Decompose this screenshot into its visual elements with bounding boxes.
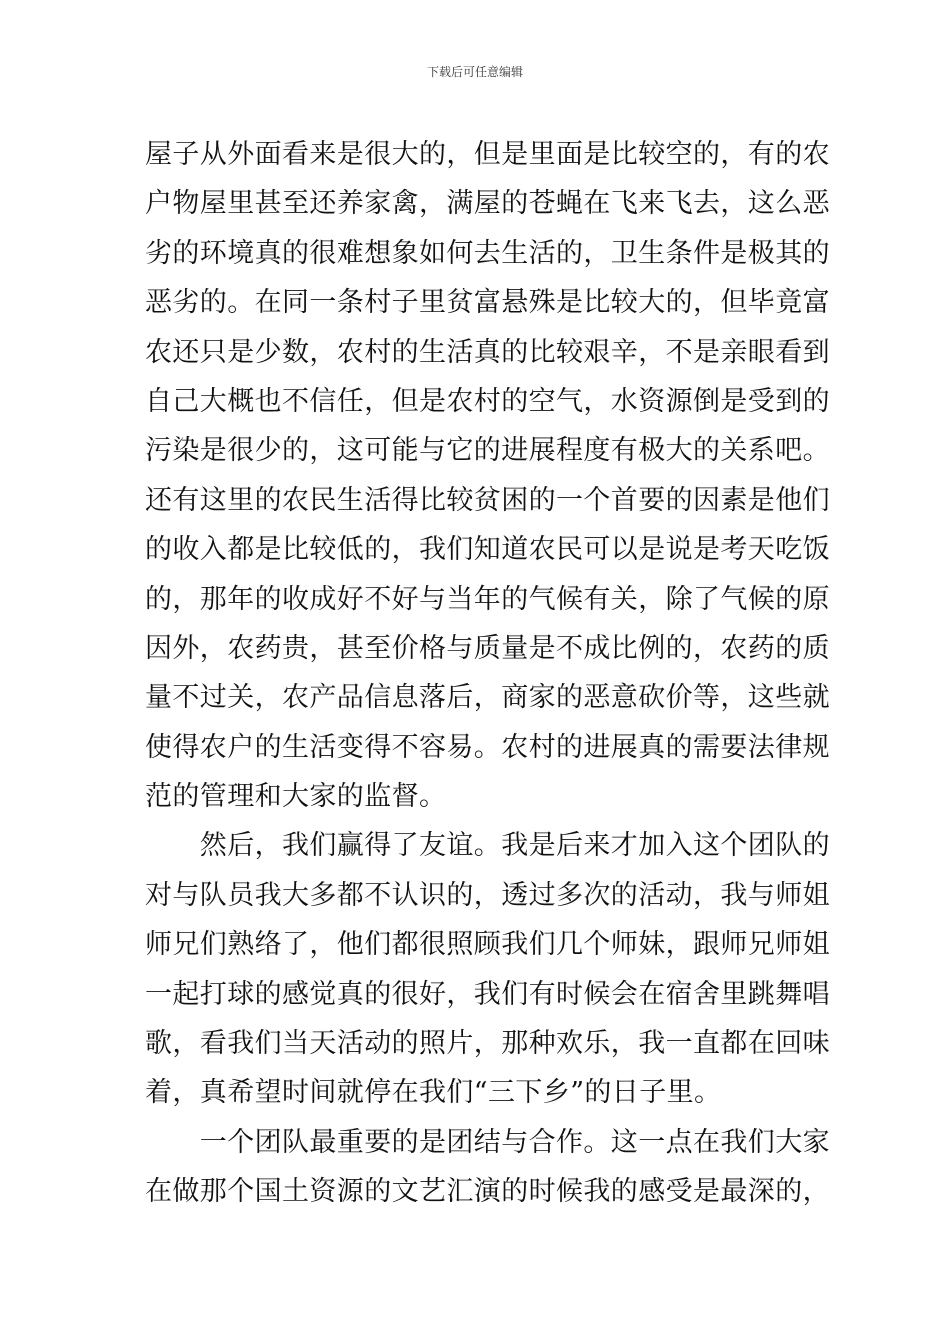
text-line: 屋子从外面看来是很大的，但是里面是比较空的，有的农 bbox=[145, 139, 830, 170]
text-line: 一起打球的感觉真的很好，我们有时候会在宿舍里跳舞唱 bbox=[145, 978, 830, 1010]
text-line: 歌，看我们当天活动的照片，那种欢乐，我一直都在回味 bbox=[145, 1028, 830, 1060]
page-header: 下载后可任意编辑 bbox=[426, 65, 523, 79]
text-line: 因外，农药贵，甚至价格与质量是不成比例的，农药的质 bbox=[145, 632, 830, 664]
text-line: 在做那个国土资源的文艺汇演的时候我的感受是最深的， bbox=[145, 1176, 830, 1208]
text-line: 使得农户的生活变得不容易。农村的进展真的需要法律规 bbox=[145, 731, 830, 763]
text-line: 户物屋里甚至还养家禽，满屋的苍蝇在飞来飞去，这么恶 bbox=[145, 188, 830, 220]
text-line: 恶劣的。在同一条村子里贫富悬殊是比较大的，但毕竟富 bbox=[145, 287, 830, 319]
text-line: 师兄们熟络了，他们都很照顾我们几个师妹，跟师兄师姐 bbox=[145, 929, 830, 961]
text-line: 然后，我们赢得了友谊。我是后来才加入这个团队的 bbox=[145, 830, 830, 862]
text-line: 范的管理和大家的监督。 bbox=[145, 781, 447, 813]
text-line: 对与队员我大多都不认识的，透过多次的活动，我与师姐 bbox=[145, 879, 830, 911]
text-line: 量不过关，农产品信息落后，商家的恶意砍价等，这些就 bbox=[145, 682, 830, 714]
text-line: 着，真希望时间就停在我们“三下乡”的日子里。 bbox=[145, 1077, 722, 1109]
text-line: 劣的环境真的很难想象如何去生活的，卫生条件是极其的 bbox=[145, 237, 830, 269]
text-line: 污染是很少的，这可能与它的进展程度有极大的关系吧。 bbox=[145, 435, 830, 467]
text-line: 自己大概也不信任，但是农村的空气，水资源倒是受到的 bbox=[145, 385, 830, 417]
text-line: 一个团队最重要的是团结与合作。这一点在我们大家 bbox=[145, 1126, 830, 1158]
body-text bbox=[145, 130, 830, 1217]
text-line: 农还只是少数，农村的生活真的比较艰辛，不是亲眼看到 bbox=[145, 336, 830, 368]
text-line: 还有这里的农民生活得比较贫困的一个首要的因素是他们 bbox=[145, 484, 830, 516]
text-line: 的收入都是比较低的，我们知道农民可以是说是考天吃饭 bbox=[145, 534, 830, 566]
text-line: 的，那年的收成好不好与当年的气候有关，除了气候的原 bbox=[145, 583, 830, 615]
